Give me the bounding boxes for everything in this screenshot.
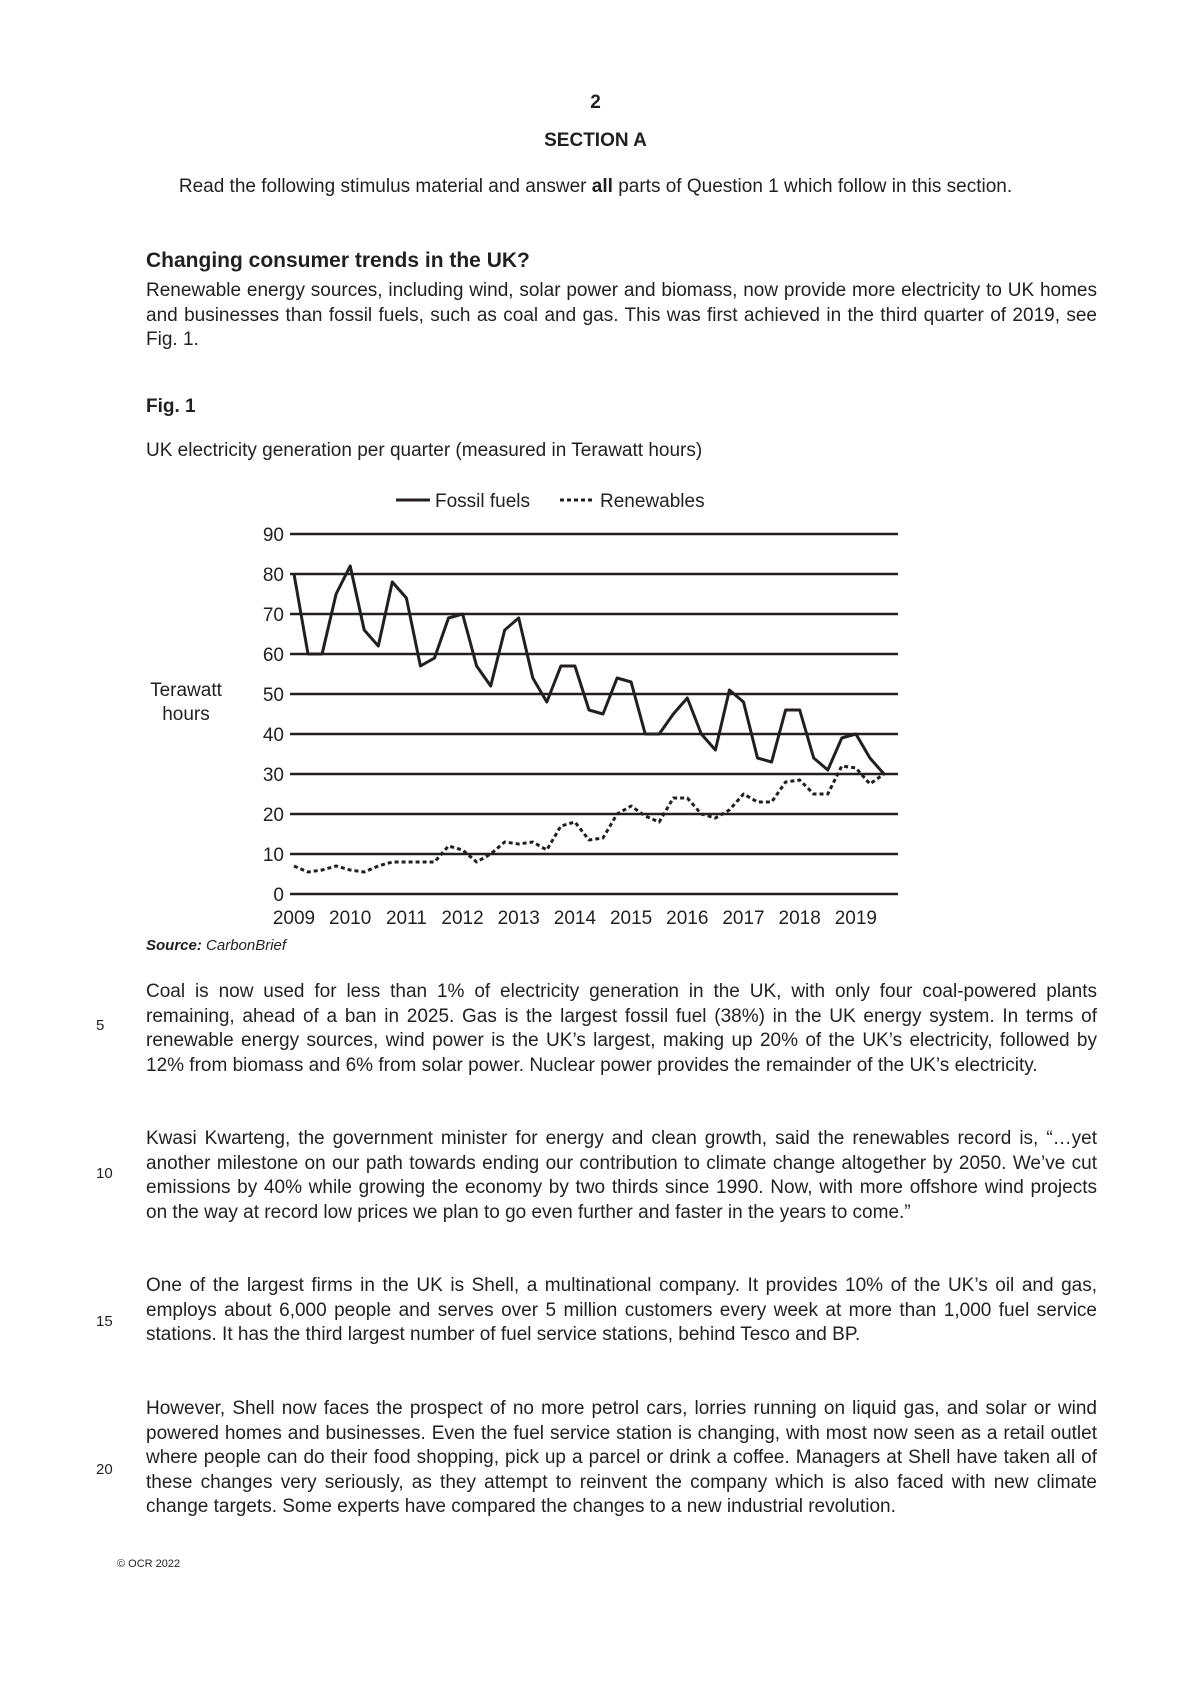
line-number-15: 15 xyxy=(96,1313,113,1330)
y-tick-label-10: 10 xyxy=(262,845,284,866)
source-label: Source: xyxy=(146,937,202,954)
x-tick-label-2016: 2016 xyxy=(666,908,709,929)
y-tick-labels xyxy=(263,525,284,906)
paragraph-kwarteng: Kwasi Kwarteng, the government minister for energy and clean growth, said the renewables record is, “…yet another milestone on our path towards ending our contribution to climate change altogether by 2050. We’ve cut emissions by 40% while growing the economy by two thirds since 1990. Now, with more offshore wind projects on the way at record low prices we plan to go even further and faster in the years to come.” xyxy=(146,1128,1097,1223)
intro-paragraph: Renewable energy sources, including wind, solar power and biomass, now provide more electricity to UK homes and businesses than fossil fuels, such as coal and gas. This was first achieved in the third quarter of 2019, see Fig. 1. xyxy=(146,280,1097,351)
y-axis-label-line2: hours xyxy=(162,704,210,725)
line-number-20: 20 xyxy=(96,1461,113,1478)
y-axis-label-line1: Terawatt xyxy=(150,680,222,701)
source-name: CarbonBrief xyxy=(206,937,287,954)
figure-label: Fig. 1 xyxy=(146,396,196,417)
y-tick-label-30: 30 xyxy=(262,765,284,786)
x-tick-label-2010: 2010 xyxy=(329,908,372,929)
y-tick-label-90: 90 xyxy=(262,525,284,546)
x-tick-label-2009: 2009 xyxy=(272,908,316,929)
legend-label-renewables: Renewables xyxy=(600,491,705,512)
x-tick-labels xyxy=(273,908,877,929)
electricity-chart xyxy=(130,476,930,936)
section-title: SECTION A xyxy=(544,130,647,151)
copyright: © OCR 2022 xyxy=(117,1558,181,1570)
y-tick-label-40: 40 xyxy=(262,725,284,746)
figure-caption: UK electricity generation per quarter (measured in Terawatt hours) xyxy=(146,440,703,461)
figure-source xyxy=(146,937,286,954)
chart-legend xyxy=(396,491,705,512)
instruction-bold-word: all xyxy=(591,176,613,197)
x-tick-label-2014: 2014 xyxy=(553,908,597,929)
x-tick-label-2012: 2012 xyxy=(441,908,484,929)
x-tick-label-2015: 2015 xyxy=(609,908,653,929)
x-tick-label-2019: 2019 xyxy=(834,908,878,929)
paragraph-shell-firm: One of the largest firms in the UK is Shell, a multinational company. It provides 10% of the UK’s oil and gas, employs about 6,000 people and serves over 5 million customers every week at more than 1,000 fuel service stations. It has the third largest number of fuel service stations, behind Tesco and BP. xyxy=(146,1275,1097,1346)
y-tick-label-0: 0 xyxy=(273,885,284,906)
paragraph-coal: Coal is now used for less than 1% of electricity generation in the UK, with only four coal-powered plants remaining, ahead of a ban in 2025. Gas is the largest fossil fuel (38%) in the UK energy system. In terms of renewable energy sources, wind power is the UK’s largest, making up 20% of the UK’s electricity, followed by 12% from biomass and 6% from solar power. Nuclear power provides the remainder of the UK’s electricity. xyxy=(146,981,1097,1076)
gridlines xyxy=(290,534,898,894)
series-line-renewables xyxy=(294,766,884,872)
instruction xyxy=(0,176,1191,198)
y-tick-label-50: 50 xyxy=(262,685,284,706)
x-tick-label-2018: 2018 xyxy=(778,908,821,929)
line-number-5: 5 xyxy=(96,1017,105,1034)
y-tick-label-20: 20 xyxy=(262,805,284,826)
y-tick-label-70: 70 xyxy=(262,605,284,626)
instruction-text-after: parts of Question 1 which follow in this section. xyxy=(612,176,1013,197)
x-tick-label-2017: 2017 xyxy=(722,908,765,929)
x-tick-label-2011: 2011 xyxy=(385,908,427,929)
y-tick-label-60: 60 xyxy=(262,645,284,666)
line-number-10: 10 xyxy=(96,1165,113,1182)
instruction-text-before: Read the following stimulus material and answer xyxy=(178,176,592,197)
x-tick-label-2013: 2013 xyxy=(497,908,540,929)
y-tick-label-80: 80 xyxy=(262,565,284,586)
series-lines xyxy=(294,566,884,872)
legend-label-fossil: Fossil fuels xyxy=(435,491,531,512)
page-number: 2 xyxy=(590,92,601,113)
article-heading: Changing consumer trends in the UK? xyxy=(146,249,530,272)
series-line-fossil-fuels xyxy=(294,566,884,774)
paragraph-shell-changes: However, Shell now faces the prospect of no more petrol cars, lorries running on liquid gas, and solar or wind powered homes and businesses. Even the fuel service station is changing, with most now seen as a retail outlet where people can do their food shopping, pick up a parcel or drink a coffee. Managers at Shell have taken all of these changes very seriously, as they attempt to reinvent the company which is also faced with new climate change targets. Some experts have compared the changes to a new industrial revolution. xyxy=(146,1398,1097,1518)
